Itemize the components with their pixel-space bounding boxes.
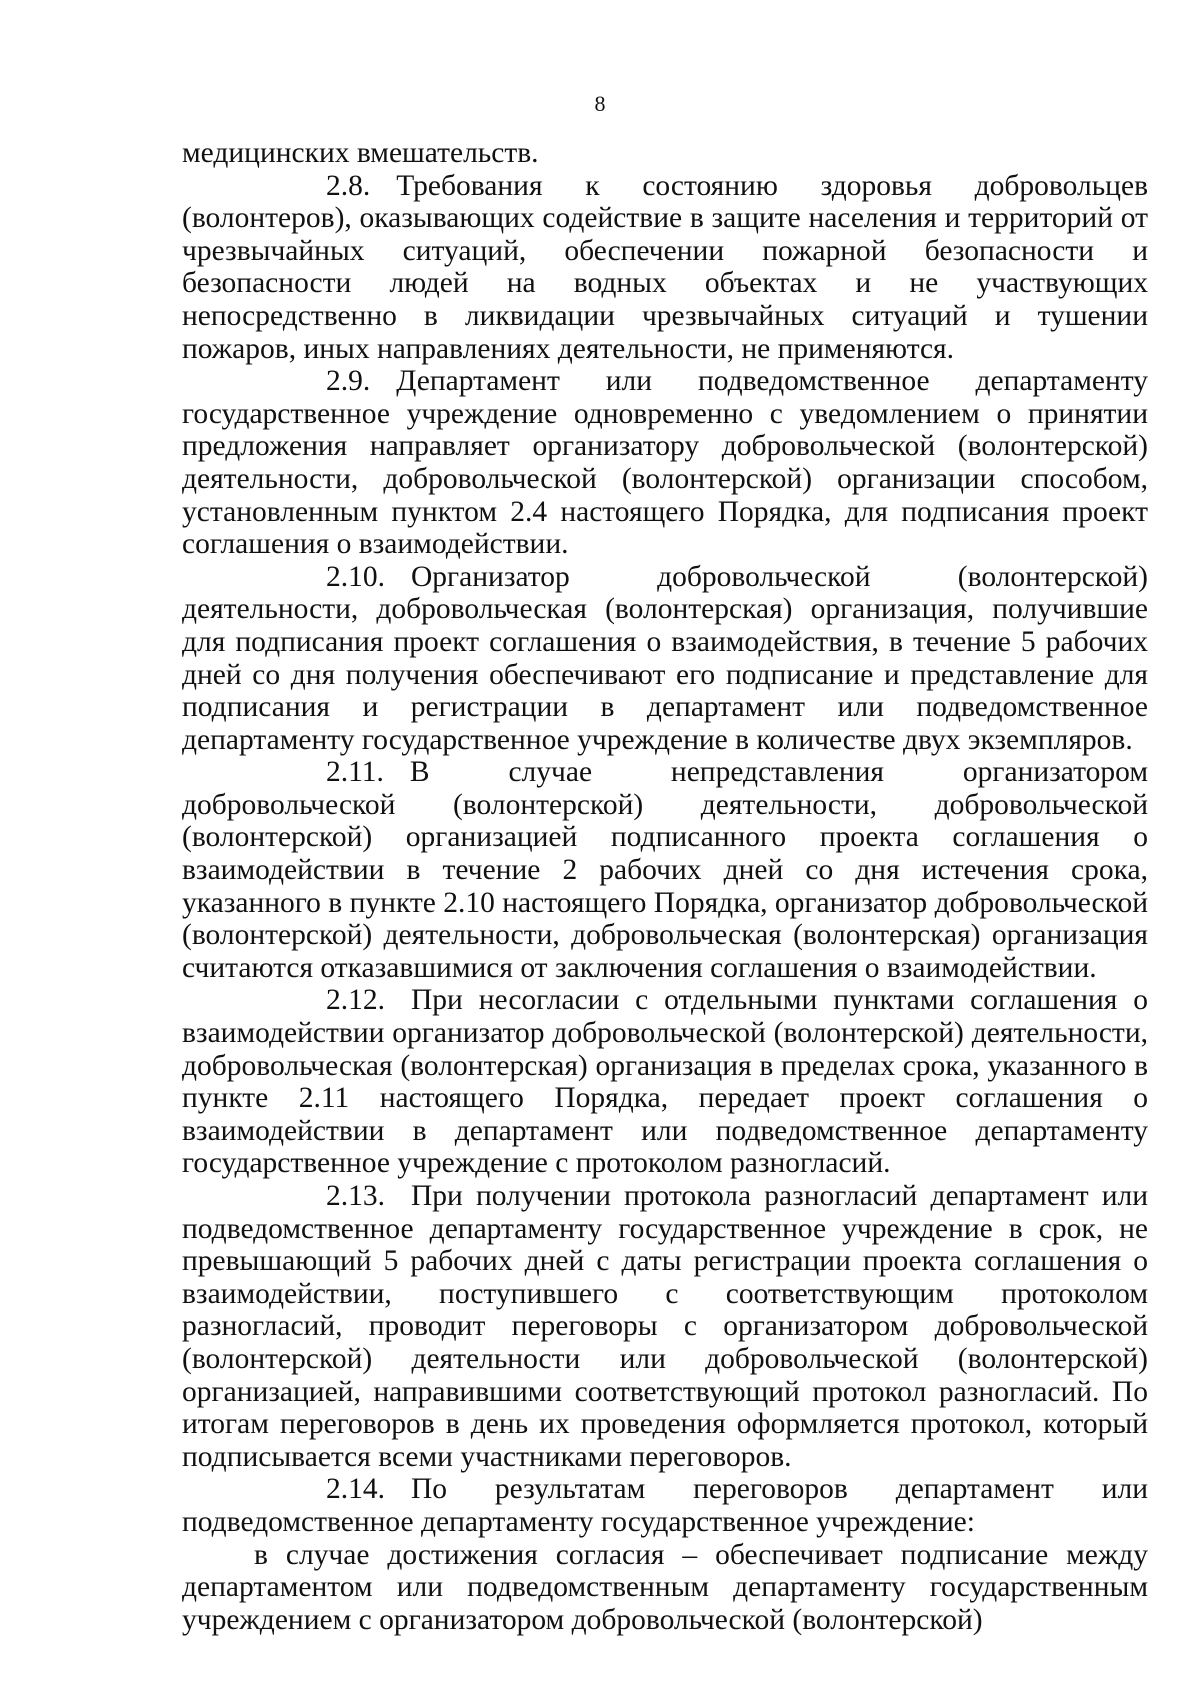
clause-2-8: [182, 170, 1148, 366]
clause-2-11: [182, 756, 1148, 984]
clause-text: Требования к состоянию здоровья добровольцев (волонтеров), оказывающих содействие в защите населения и территорий от чрезвычайных ситуаций, обеспечении пожарной безопасности и безопасности людей на водных объектах и не участвующих непосредственно в ликвидации чрезвычайных ситуаций и тушении пожаров, иных направлениях деятельности, не применяются.: [182, 169, 1148, 365]
clause-number: 2.10.: [326, 560, 385, 593]
clause-text: При получении протокола разногласий департамент или подведомственное департаменту государственное учреждение в срок, не превышающий 5 рабочих дней с даты регистрации проекта соглашения о взаимодействии, поступившего с соответствующим протоколом разногласий, проводит переговоры с организатором добровольческой (волонтерской) деятельности или добровольческой (волонтерской) организацией, направившими соответствующий протокол разногласий. По итогам переговоров в день их проведения оформляется протокол, который подписывается всеми участниками переговоров.: [182, 1180, 1148, 1473]
clause-number: 2.11.: [326, 756, 384, 789]
clause-text: Департамент или подведомственное департаменту государственное учреждение одновременно с уведомлением о принятии предложения направляет организатору добровольческой (волонтерской) деятельности, добровольческой (волонтерской) организации способом, установленным пунктом 2.4 настоящего Порядка, для подписания проект соглашения о взаимодействии.: [182, 365, 1148, 561]
clause-number: 2.12.: [326, 984, 385, 1017]
clause-number: 2.9.: [326, 365, 371, 398]
clause-text: Организатор добровольческой (волонтерской) деятельности, добровольческая (волонтерская) организация, получившие для подписания проект соглашения о взаимодействия, в течение 5 рабочих дней со дня получения обеспечивают его подписание и представление для подписания и регистрации в департамент или подведомственное департаменту государственное учреждение в количестве двух экземпляров.: [182, 560, 1148, 756]
clause-2-12: [182, 984, 1148, 1180]
paragraph-text: медицинских вмешательств.: [182, 137, 539, 169]
paragraph-continuation: [182, 137, 1148, 170]
clause-2-9: [182, 365, 1148, 561]
clause-number: 2.13.: [326, 1180, 385, 1212]
clause-number: 2.14.: [326, 1473, 385, 1506]
clause-text: При несогласии с отдельными пунктами соглашения о взаимодействии организатор добровольческой (волонтерской) деятельности, добровольческая (волонтерская) организация в пределах срока, указанного в пункте 2.11 настоящего Порядка, передает проект соглашения о взаимодействии в департамент или подведомственное департаменту государственное учреждение с протоколом разногласий.: [182, 984, 1148, 1180]
clause-2-13: [182, 1180, 1148, 1473]
clause-number: 2.8.: [326, 169, 371, 202]
clause-text: В случае непредставления организатором добровольческой (волонтерской) деятельности, добровольческой (волонтерской) организацией подписанного проекта соглашения о взаимодействии в течение 2 рабочих дней со дня истечения срока, указанного в пункте 2.10 настоящего Порядка, организатор добровольческой (волонтерской) деятельности, добровольческая (волонтерская) организация считаются отказавшимися от заключения соглашения о взаимодействии.: [182, 756, 1148, 984]
clause-text: По результатам переговоров департамент или подведомственное департаменту государственное учреждение:: [182, 1473, 1148, 1538]
page-number: 8: [594, 91, 606, 116]
clause-2-14: [182, 1473, 1148, 1538]
paragraph-text: в случае достижения согласия – обеспечивает подписание между департаментом или подведомственным департаменту государственным учреждением с организатором добровольческой (волонтерской): [182, 1538, 1148, 1636]
document-body: [182, 137, 1148, 1636]
clause-2-14-subparagraph: [182, 1539, 1148, 1637]
clause-2-10: [182, 561, 1148, 757]
